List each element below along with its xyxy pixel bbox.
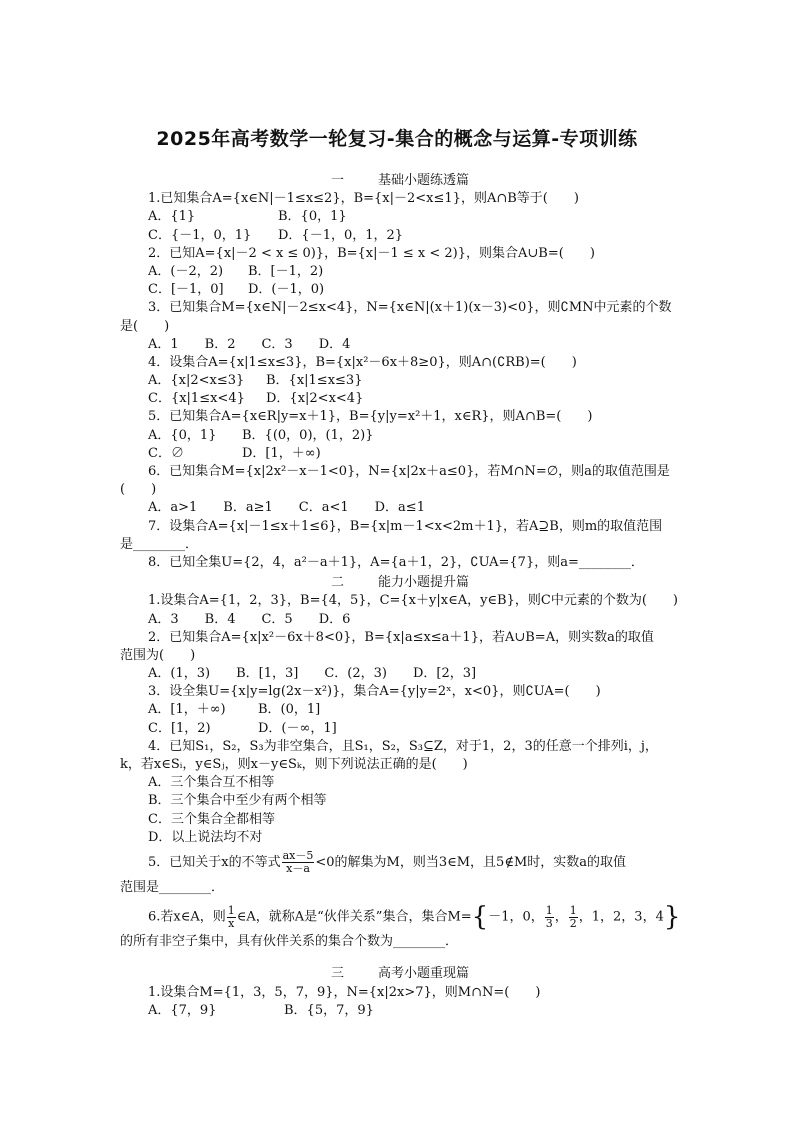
- option: A．{0，1}: [148, 427, 217, 443]
- question-1-7-cont: 是________．: [120, 536, 199, 552]
- document-body: [120, 170, 680, 1020]
- question-2-6-cont: 的所有非空子集中，具有伙伴关系的集合个数为________．: [120, 934, 459, 950]
- set-text: －1，0，: [488, 909, 544, 925]
- options-row: [120, 227, 680, 245]
- fraction-numerator: ax－5: [282, 848, 314, 862]
- options-row: A．(1，3) B．[1，3] C．(2，3) D．[2，3]: [148, 666, 477, 682]
- option: B．[－1，2): [248, 263, 324, 279]
- question-1-3: 3．已知集合M={x∈N|－2≤x<4}，N={x∈N|(x＋1)(x－3)<0}，则∁MN中元素的个数: [148, 300, 672, 316]
- fraction: [569, 905, 578, 930]
- option: B．三个集合中至少有两个相等: [148, 793, 327, 809]
- option: C．三个集合全都相等: [148, 811, 275, 827]
- section-number: 二: [330, 575, 344, 591]
- fraction: [227, 905, 236, 930]
- option: D．(－∞，1]: [258, 720, 337, 736]
- section-heading-3: [120, 965, 680, 983]
- question-1-4: 4．设集合A={x|1≤x≤3}，B={x|x²－6x＋8≥0}，则A∩(∁RB)=( ): [148, 354, 577, 370]
- options-row: [120, 720, 680, 738]
- question-1-1: 1.已知集合A={x∈N|－1≤x≤2}，B={x|－2<x≤1}，则A∩B等于( ): [148, 191, 579, 207]
- question-1-8: 8．已知全集U={2，4，a²－a＋1}，A={a＋1，2}，∁UA={7}，则a=________．: [148, 554, 644, 570]
- option: D．{－1，0，1，2}: [278, 227, 404, 243]
- fraction-numerator: 1: [569, 903, 577, 917]
- option: B．{(0，0)，(1，2)}: [242, 427, 374, 443]
- fraction-denominator: 2: [569, 916, 577, 930]
- option: C．[－1，0]: [148, 282, 224, 298]
- options-row: [120, 701, 680, 719]
- option: B．(0，1]: [258, 702, 321, 718]
- options-row: [120, 372, 680, 390]
- option: A．{1}: [148, 209, 196, 225]
- question-1-5: 5．已知集合A={x∈R|y=x＋1}，B={y|y=x²＋1，x∈R}，则A∩B=( ): [148, 409, 593, 425]
- question-2-5: [120, 847, 680, 879]
- question-2-5-cont: 范围是________．: [120, 879, 225, 895]
- section-name: 基础小题练透篇: [378, 173, 470, 188]
- options-row: [120, 1002, 680, 1020]
- option: C．∅: [148, 445, 184, 461]
- question-1-6: 6．已知集合M={x|2x²－x－1<0}，N={x|2x＋a≤0}，若M∩N=∅，则a的取值范围是: [148, 464, 670, 479]
- question-3-1: 1.设集合M={1，3，5，7，9}，N={x|2x>7}，则M∩N=( ): [148, 984, 541, 1000]
- right-brace: }: [663, 902, 681, 933]
- option: D．以上说法均不对: [148, 829, 263, 845]
- fraction-denominator: 3: [545, 916, 553, 930]
- question-text: 5．已知关于x的不等式: [148, 854, 281, 870]
- options-row: A．1 B．2 C．3 D．4: [148, 336, 351, 352]
- section-heading-1: [120, 172, 680, 190]
- question-text: <0的解集为M，则当3∈M，且5∉M时，实数a的取值: [315, 854, 627, 870]
- option: C．{x|1≤x<4}: [148, 391, 245, 407]
- section-number: 三: [330, 966, 344, 982]
- fraction: [282, 850, 315, 875]
- fraction-denominator: x－a: [286, 861, 310, 875]
- options-row: [120, 281, 680, 299]
- option: C．{－1，0，1}: [148, 227, 252, 243]
- question-2-3: 3．设全集U={x|y=lg(2x－x²)}，集合A={y|y=2ˣ，x<0}，则∁UA=( ): [148, 684, 601, 700]
- question-2-2-cont: 范围为( ): [120, 647, 196, 663]
- options-row: A．3 B．4 C．5 D．6: [148, 611, 351, 627]
- question-1-2: 2．已知A={x|－2 < x ≤ 0)}，B={x|－1 ≤ x < 2)}，则集合A∪B=( ): [148, 245, 595, 261]
- option: D．[1，＋∞): [242, 445, 321, 461]
- set-text: ，1，2，3，4: [578, 909, 664, 925]
- left-brace: {: [471, 902, 489, 933]
- question-1-7: 7．设集合A={x|－1≤x＋1≤6}，B={x|m－1<x<2m＋1}，若A⊇B，则m的取值范围: [148, 518, 663, 534]
- options-row: [120, 427, 680, 445]
- option: A．{x|2<x≤3}: [148, 373, 245, 389]
- question-2-4: 4．已知S₁，S₂，S₃为非空集合，且S₁，S₂，S₃⊆Z，对于1，2，3的任意一个排列i，j，: [148, 738, 658, 754]
- fraction: [545, 905, 554, 930]
- option: D．{x|2<x<4}: [266, 391, 364, 407]
- options-row: [120, 263, 680, 281]
- option: D．(－1，0): [248, 282, 325, 298]
- option: A．{7，9}: [148, 1002, 217, 1018]
- fraction-numerator: 1: [227, 903, 235, 917]
- fraction-numerator: 1: [545, 903, 553, 917]
- options-row: [120, 445, 680, 463]
- document-title: 2025年高考数学一轮复习-集合的概念与运算-专项训练: [156, 128, 638, 150]
- fraction-denominator: x: [228, 916, 235, 930]
- question-2-1: 1.设集合A={1，2，3}，B={4，5}，C={x＋y|x∈A，y∈B}，则C中元素的个数为( ): [148, 593, 678, 609]
- option: A．[1，＋∞): [148, 702, 226, 718]
- question-text: ∈A，就称A是“伙伴关系”集合，集合M=: [236, 909, 472, 925]
- section-name: 高考小题重现篇: [378, 966, 470, 982]
- section-number: 一: [330, 173, 344, 188]
- option: B．{5，7，9}: [284, 1002, 374, 1018]
- options-row: [120, 208, 680, 226]
- section-name: 能力小题提升篇: [378, 575, 470, 591]
- question-2-6: [120, 901, 680, 933]
- options-row: A．a>1 B．a≥1 C．a<1 D．a≤1: [148, 500, 425, 516]
- question-2-2: 2．已知集合A={x|x²－6x＋8<0}，B={x|a≤x≤a＋1}，若A∪B=A，则实数a的取值: [148, 629, 654, 645]
- options-row: [120, 390, 680, 408]
- option: A．(－2，2): [148, 263, 224, 279]
- question-1-3-cont: 是( ): [120, 318, 170, 334]
- section-heading-2: [120, 574, 680, 592]
- question-2-4-cont: k，若x∈Sᵢ，y∈Sⱼ，则x－y∈Sₖ，则下列说法正确的是( ): [120, 757, 468, 772]
- option: B．{x|1≤x≤3}: [266, 373, 363, 389]
- option: C．[1，2): [148, 720, 211, 736]
- question-text: 6.若x∈A，则: [148, 909, 226, 925]
- set-text: ，: [554, 909, 568, 925]
- question-1-6-cont: ( ): [120, 482, 157, 498]
- option: B．{0，1}: [278, 209, 347, 225]
- option: A．三个集合互不相等: [148, 775, 275, 791]
